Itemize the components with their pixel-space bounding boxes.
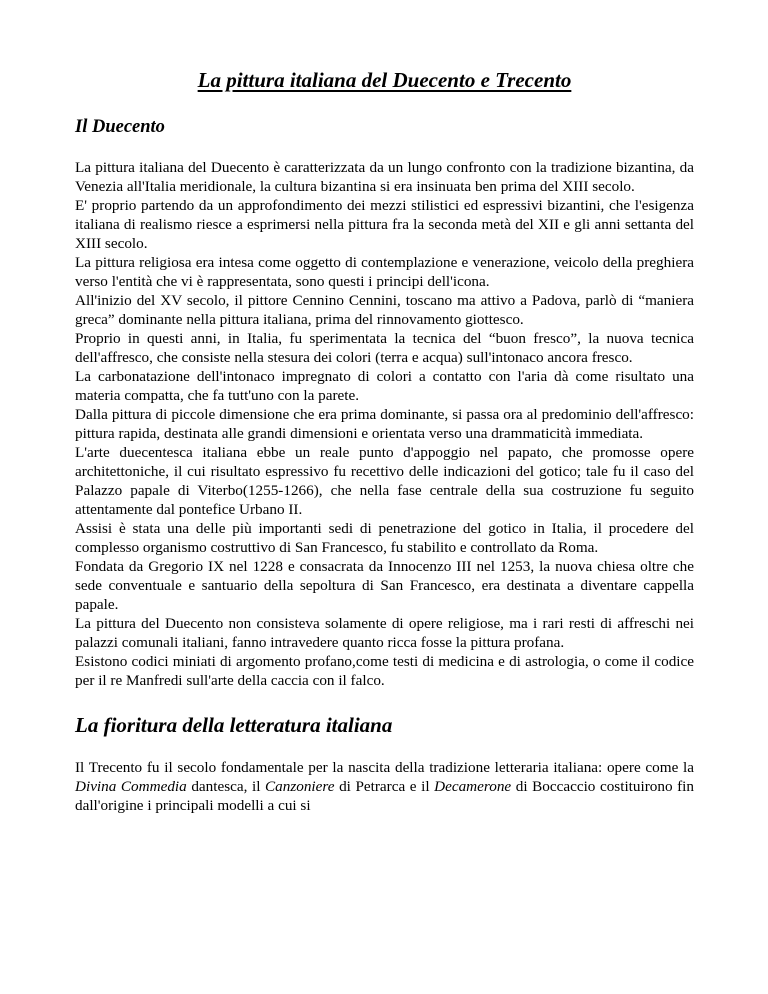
- paragraph-intro: [75, 758, 694, 815]
- section-heading-duecento: Il Duecento: [75, 117, 165, 137]
- document-page: [75, 68, 694, 815]
- work-title-canzoniere: Canzoniere: [265, 778, 335, 795]
- paragraph: Dalla pittura di piccole dimensione che era prima dominante, si passa ora al predominio dell'affresco: pittura rapida, destinata alle grandi dimensioni e orientata verso una drammaticità immediata.: [75, 406, 694, 442]
- paragraph: Fondata da Gregorio IX nel 1228 e consacrata da Innocenzo III nel 1253, la nuova chiesa oltre che sede conventuale e santuario della sepoltura di San Francesco, era destinata a diventare cappella papale.: [75, 558, 694, 613]
- paragraph: L'arte duecentesca italiana ebbe un reale punto d'appoggio nel papato, che promosse opere architettoniche, il cui risultato espressivo fu recettivo delle indicazioni del gotico; tale fu il caso del Palazzo papale di Viterbo(1255-1266), che nella fase centrale della sua costruzione fu seguito attentamente dal pontefice Urbano II.: [75, 444, 694, 518]
- paragraph: Proprio in questi anni, in Italia, fu sperimentata la tecnica del “buon fresco”, la nuova tecnica dell'affresco, che consiste nella stesura dei colori (terra e acqua) sull'intonaco ancora fresco.: [75, 330, 694, 366]
- paragraph: La pittura italiana del Duecento è caratterizzata da un lungo confronto con la tradizione bizantina, da Venezia all'Italia meridionale, la cultura bizantina si era insinuata ben prima del XIII secolo.: [75, 159, 694, 195]
- work-title-divina-commedia: Divina Commedia: [75, 778, 187, 795]
- paragraph: All'inizio del XV secolo, il pittore Cennino Cennini, toscano ma attivo a Padova, parlò di “maniera greca” dominante nella pittura italiana, prima del rinnovamento giottesco.: [75, 292, 694, 328]
- text-run: di Boccaccio costituirono fin dall'origine i principali modelli a cui si: [75, 778, 694, 814]
- paragraph: La pittura religiosa era intesa come oggetto di contemplazione e venerazione, veicolo della preghiera verso l'entità che vi è rappresentata, sono questi i principi dell'icona.: [75, 254, 694, 290]
- text-run: di Petrarca e il: [334, 778, 435, 795]
- section-body-letteratura: [75, 758, 694, 815]
- paragraph: E' proprio partendo da un approfondimento dei mezzi stilistici ed espressivi bizantini, che l'esigenza italiana di realismo riesce a esprimersi nella pittura fra la seconda metà del XII e gli anni settanta del XIII secolo.: [75, 197, 694, 252]
- paragraph: La carbonatazione dell'intonaco impregnato di colori a contatto con l'aria dà come risultato una materia compatta, che fa tutt'uno con la parete.: [75, 368, 694, 404]
- work-title-decamerone: Decamerone: [434, 778, 512, 795]
- paragraph: Esistono codici miniati di argomento profano,come testi di medicina e di astrologia, o come il codice per il re Manfredi sull'arte della caccia con il falco.: [75, 653, 694, 689]
- paragraph: Assisi è stata una delle più importanti sedi di penetrazione del gotico in Italia, il procedere del complesso organismo costruttivo di San Francesco, fu stabilito e controllato da Roma.: [75, 520, 694, 556]
- document-title: La pittura italiana del Duecento e Trecento: [197, 68, 572, 92]
- text-run: dantesca, il: [186, 778, 266, 795]
- paragraph: La pittura del Duecento non consisteva solamente di opere religiose, ma i rari resti di affreschi nei palazzi comunali italiani, fanno intravedere quanto ricca fosse la pittura profana.: [75, 615, 694, 651]
- text-run: Il Trecento fu il secolo fondamentale per la nascita della tradizione letteraria italiana: opere come la: [75, 759, 694, 776]
- section-heading-letteratura: La fioritura della letteratura italiana: [75, 713, 393, 737]
- section-body-duecento: [75, 158, 694, 690]
